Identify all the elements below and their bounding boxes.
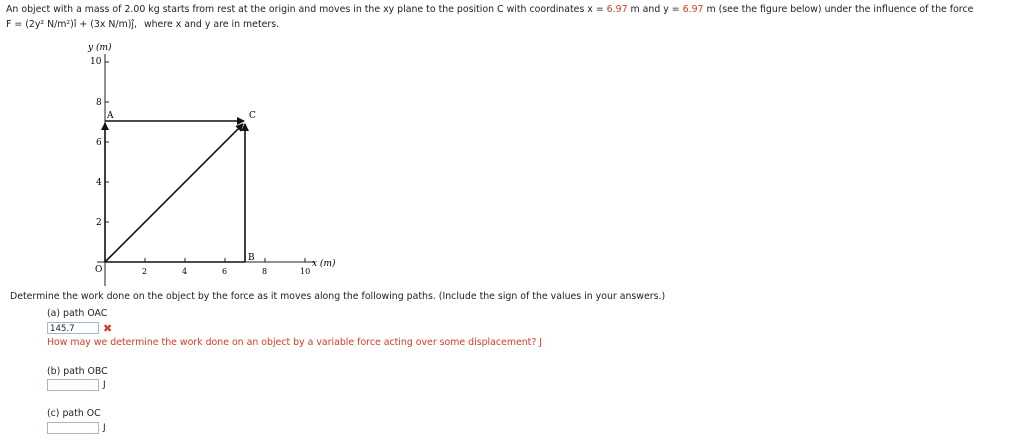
intro-after: m (see the figure below) under the influence of the force [703,4,974,15]
x-tick-8: 8 [262,267,268,276]
y-axis-label: y (m) [88,43,112,53]
x-value: 6.97 [606,4,628,15]
incorrect-x-icon: ✖ [103,322,113,335]
y-value: 6.97 [682,4,704,15]
origin-label: O [95,265,103,275]
point-B-label: B [248,253,255,263]
y-tick-10: 10 [90,57,102,67]
part-c-label: (c) path OC [47,408,101,419]
point-C-label: C [249,111,256,121]
force-formula: F = (2y² N/m²)î + (3x N/m)ĵ, [6,19,137,30]
part-b-label: (b) path OBC [47,366,108,377]
y-tick-2: 2 [96,218,102,228]
intro-text: An object with a mass of 2.00 kg starts from rest at the origin and moves in the xy plane to the position C with coordinates x = [6,4,607,15]
part-a-answer-field[interactable]: 145.7 [47,322,99,334]
x-tick-2: 2 [142,267,148,276]
y-tick-4: 4 [96,178,102,188]
part-a-label: (a) path OAC [47,308,108,319]
part-b-unit: J [103,380,106,390]
point-A-label: A [107,111,114,121]
force-suffix: where x and y are in meters. [143,19,280,30]
part-a-hint: How may we determine the work done on an object by a variable force acting over some displacement? J [47,337,543,348]
part-c-unit: J [103,423,106,433]
instructions: Determine the work done on the object by the force as it moves along the following paths. (Include the sign of the values in your answers.) [10,291,666,302]
path-O-to-C [105,124,243,262]
x-tick-6: 6 [222,267,228,276]
path-figure [70,36,430,296]
intro-between: m and y = [627,4,683,15]
force-line [6,19,279,30]
problem-intro [6,4,973,15]
x-axis-label: x (m) [312,259,336,269]
y-tick-6: 6 [96,138,102,148]
part-b-answer-field[interactable] [47,379,99,391]
x-tick-10: 10 [300,267,311,276]
part-c-answer-field[interactable] [47,422,99,434]
y-tick-8: 8 [96,98,102,108]
x-tick-4: 4 [182,267,188,276]
